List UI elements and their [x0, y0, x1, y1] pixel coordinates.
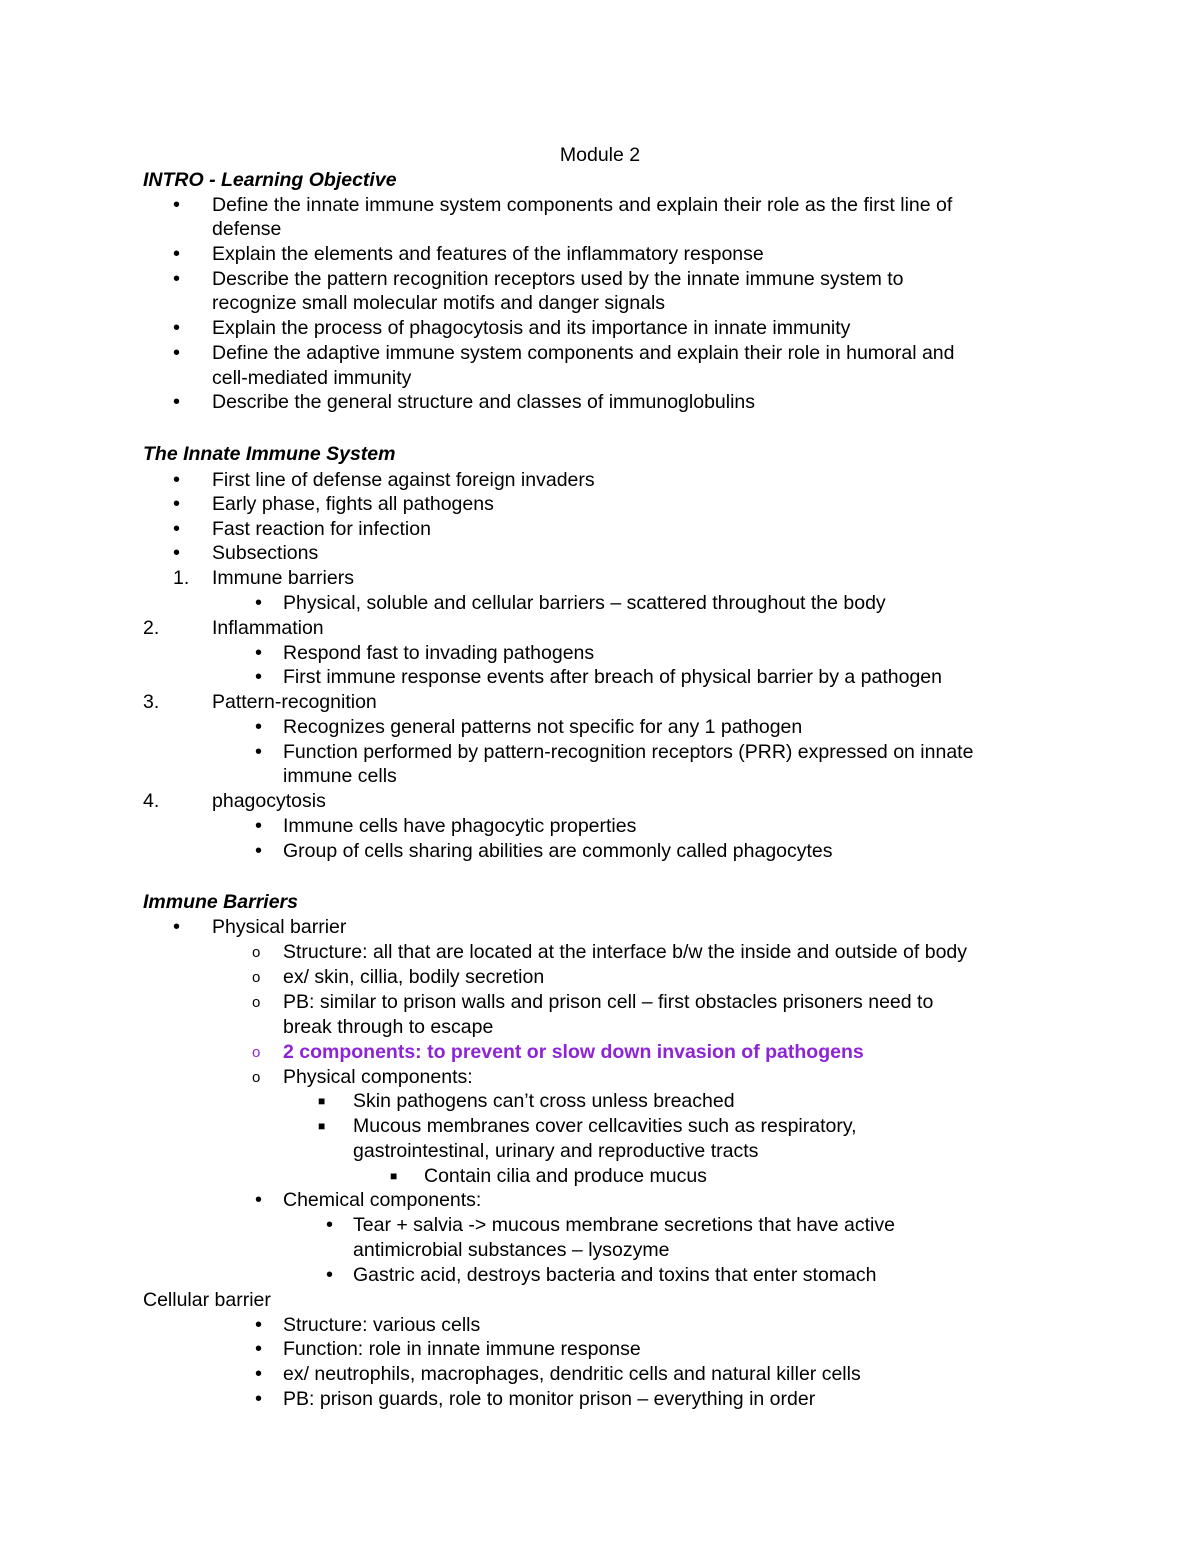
list-item: ■ Contain cilia and produce mucus	[390, 1165, 707, 1187]
bullet-icon	[173, 267, 180, 292]
cellular-barrier-label: Cellular barrier	[143, 1289, 271, 1311]
bullet-icon	[255, 1337, 262, 1362]
list-item: • PB: prison guards, role to monitor prison – everything in order	[0, 1387, 1200, 1412]
list-item-continuation: break through to escape	[283, 1016, 494, 1038]
list-item-continuation: recognize small molecular motifs and danger signals	[212, 292, 666, 314]
bullet-icon	[255, 1362, 262, 1387]
bullet-icon	[255, 1387, 262, 1412]
square-bullet-icon: ■	[318, 1094, 326, 1108]
bullet-icon	[255, 814, 262, 839]
square-bullet-icon: ■	[390, 1169, 398, 1183]
list-item: ■ Skin pathogens can’t cross unless breached	[318, 1090, 735, 1112]
bullet-icon	[255, 641, 262, 666]
bullet-icon	[326, 1263, 333, 1288]
bullet-icon	[173, 193, 180, 218]
bullet-icon	[173, 468, 180, 493]
bullet-icon	[173, 390, 180, 415]
numbered-item: 1. Immune barriers	[173, 567, 354, 589]
bullet-icon	[173, 341, 180, 366]
list-item-continuation: gastrointestinal, urinary and reproductive tracts	[353, 1140, 759, 1162]
list-item: • ex/ neutrophils, macrophages, dendritic cells and natural killer cells	[0, 1362, 1200, 1387]
list-item: • Fast reaction for infection	[0, 517, 1200, 542]
list-item: o PB: similar to prison walls and prison cell – first obstacles prisoners need to	[252, 991, 934, 1013]
list-item: • Describe the pattern recognition receptors used by the innate immune system to	[0, 267, 1200, 292]
bullet-icon	[173, 541, 180, 566]
bullet-icon	[173, 242, 180, 267]
square-bullet-icon: ■	[318, 1119, 326, 1133]
list-item: • Chemical components:	[0, 1188, 1200, 1213]
list-item: • Structure: various cells	[0, 1313, 1200, 1338]
bullet-icon	[173, 316, 180, 341]
bullet-icon	[255, 1188, 262, 1213]
bullet-icon	[255, 591, 262, 616]
list-item: • Define the adaptive immune system components and explain their role in humoral and	[0, 341, 1200, 366]
list-item: • Early phase, fights all pathogens	[0, 492, 1200, 517]
list-item: • Recognizes general patterns not specific for any 1 pathogen	[0, 715, 1200, 740]
list-item: • Gastric acid, destroys bacteria and toxins that enter stomach	[0, 1263, 1200, 1288]
list-item-continuation: immune cells	[283, 765, 397, 787]
page-title: Module 2	[559, 144, 641, 166]
list-item: o Structure: all that are located at the interface b/w the inside and outside of body	[252, 941, 968, 963]
circle-bullet-icon: o	[252, 1069, 261, 1086]
list-item: • Respond fast to invading pathogens	[0, 641, 1200, 666]
list-item: • Physical barrier	[0, 915, 1200, 940]
list-item: • Physical, soluble and cellular barriers – scattered throughout the body	[0, 591, 1200, 616]
list-item: • First immune response events after breach of physical barrier by a pathogen	[0, 665, 1200, 690]
bullet-icon	[255, 839, 262, 864]
list-item: o ex/ skin, cillia, bodily secretion	[252, 966, 545, 988]
list-item-continuation: defense	[212, 218, 282, 240]
circle-bullet-icon: o	[252, 1044, 261, 1061]
bullet-icon	[255, 715, 262, 740]
bullet-icon	[255, 665, 262, 690]
barriers-heading: Immune Barriers	[143, 891, 298, 913]
list-item: • Immune cells have phagocytic properties	[0, 814, 1200, 839]
list-item-continuation: cell-mediated immunity	[212, 367, 412, 389]
list-item: • Describe the general structure and classes of immunoglobulins	[0, 390, 1200, 415]
circle-bullet-icon: o	[252, 994, 261, 1011]
list-item: • Group of cells sharing abilities are commonly called phagocytes	[0, 839, 1200, 864]
list-item: • First line of defense against foreign invaders	[0, 468, 1200, 493]
bullet-icon	[173, 517, 180, 542]
list-item: • Tear + salvia -> mucous membrane secretions that have active	[0, 1213, 1200, 1238]
list-item: • Define the innate immune system components and explain their role as the first line of	[0, 193, 1200, 218]
list-item: ■ Mucous membranes cover cellcavities such as respiratory,	[318, 1115, 857, 1137]
circle-bullet-icon: o	[252, 944, 261, 961]
list-item: o Physical components:	[252, 1066, 473, 1088]
list-item: • Function performed by pattern-recognition receptors (PRR) expressed on innate	[0, 740, 1200, 765]
list-item: • Explain the process of phagocytosis and its importance in innate immunity	[0, 316, 1200, 341]
bullet-icon	[255, 740, 262, 765]
numbered-item: 3. Pattern-recognition	[143, 691, 377, 713]
bullet-icon	[173, 492, 180, 517]
highlighted-list-item: o 2 components: to prevent or slow down invasion of pathogens	[252, 1041, 864, 1063]
bullet-icon	[326, 1213, 333, 1238]
numbered-item: 2. Inflammation	[143, 617, 324, 639]
list-item-continuation: antimicrobial substances – lysozyme	[353, 1239, 670, 1261]
bullet-icon	[173, 915, 180, 940]
circle-bullet-icon: o	[252, 969, 261, 986]
list-item: • Explain the elements and features of the inflammatory response	[0, 242, 1200, 267]
bullet-icon	[255, 1313, 262, 1338]
numbered-item: 4. phagocytosis	[143, 790, 326, 812]
list-item: • Function: role in innate immune response	[0, 1337, 1200, 1362]
list-item: • Subsections	[0, 541, 1200, 566]
innate-heading: The Innate Immune System	[143, 443, 396, 465]
intro-heading: INTRO - Learning Objective	[143, 169, 397, 191]
